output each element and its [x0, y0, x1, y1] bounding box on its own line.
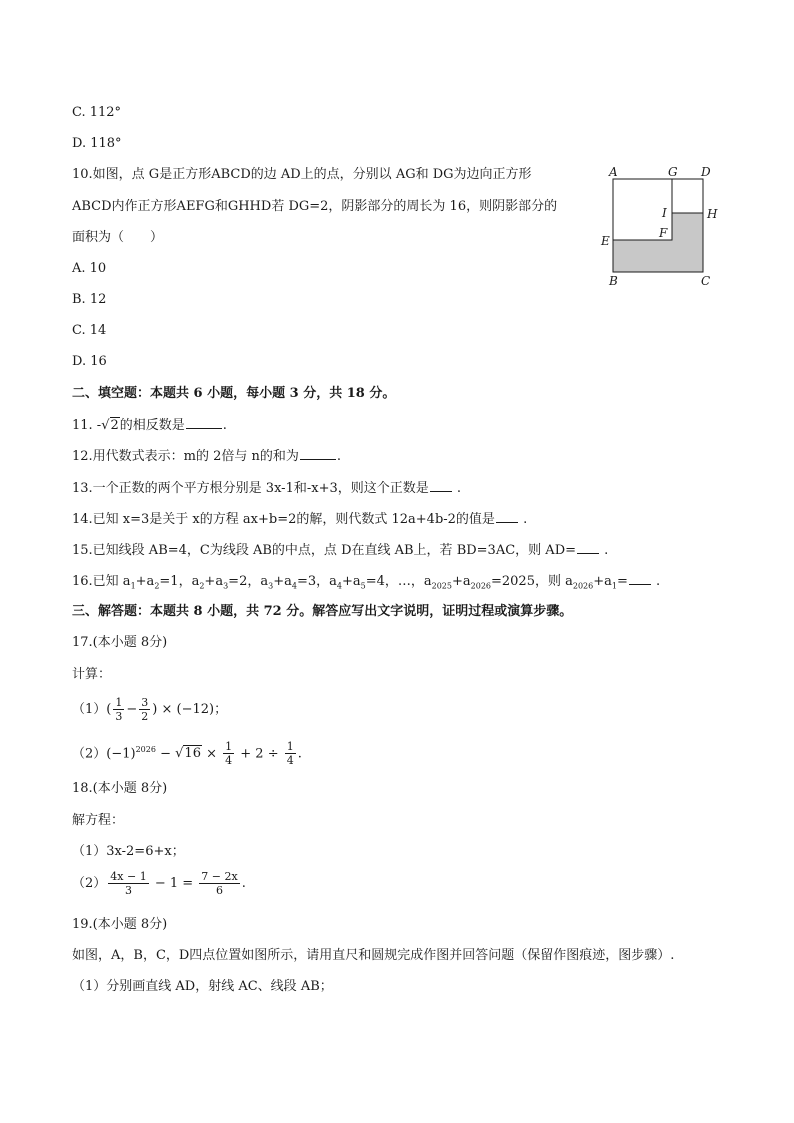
- label-a: A: [609, 165, 618, 179]
- q15-end: .: [604, 543, 609, 558]
- label-d: D: [701, 165, 711, 179]
- label-b: B: [609, 274, 618, 288]
- label-g: G: [668, 165, 678, 179]
- q17-prompt: 计算：: [72, 667, 112, 682]
- question-16: 16.已知 $a_1+a_2=1$，$a_2+a_3=2$，$a_3+a_4=3$，$a_4+a_5=4$，…，$a_{2025}+a_{2026}=2025$，则 $a_{2026}+a_1=$ .: [72, 574, 661, 591]
- question-12: [72, 447, 341, 466]
- q14-end: .: [523, 512, 528, 527]
- question-11: [72, 416, 227, 435]
- label-i: I: [662, 206, 667, 220]
- q10-option-c: C. 14: [72, 323, 107, 338]
- q11-text: 的相反数是: [119, 418, 185, 433]
- q10-option-d: D. 16: [72, 354, 107, 369]
- q17-part-2: $(2)(-1)^{2026} - √16$ × $\frac{1}{4}$ + 2 ÷ $\frac{1}{4}$ .: [72, 740, 302, 768]
- q17-header: 17.(本小题 8分): [72, 635, 168, 650]
- q11-radicand: 2: [110, 418, 119, 433]
- q18-prompt: 解方程：: [72, 813, 125, 828]
- q10-option-a: A. 10: [72, 261, 107, 276]
- answer-blank[interactable]: [300, 447, 336, 460]
- q11-prefix: 11. -: [72, 418, 102, 433]
- q13-text: 13.一个正数的两个平方根分别是 3x-1和-x+3，则这个正数是: [72, 481, 429, 496]
- answer-blank[interactable]: [186, 416, 222, 429]
- question-13: [72, 479, 461, 498]
- label-f: F: [659, 226, 668, 240]
- q10-line-3: 面积为（ ）: [72, 230, 164, 245]
- q10-option-b: B. 12: [72, 292, 107, 307]
- answer-blank[interactable]: [430, 479, 452, 492]
- option-c: C. 112°: [72, 105, 122, 120]
- section-3-title: 三、解答题：本题共 8 小题，共 72 分。解答应写出文字说明，证明过程或演算步骤。: [72, 604, 573, 619]
- q15-text: 15.已知线段 AB=4，C为线段 AB的中点，点 D在直线 AB上，若 BD=3AC，则 AD=: [72, 543, 577, 558]
- label-c: C: [701, 274, 711, 288]
- q19-line-1: 如图，A，B，C，D四点位置如图所示，请用直尺和圆规完成作图并回答问题（保留作图痕迹，图步骤）.: [72, 948, 675, 963]
- q11-end: .: [222, 418, 227, 433]
- q18-part-2: （2） $\frac{4x - 1}{3}$ − 1 = $\frac{7 - 2x}{6}$ .: [72, 870, 246, 897]
- question-14: [72, 510, 527, 529]
- q10-line-1: 10.如图，点 G是正方形ABCD的边 AD上的点，分别以 AG和 DG为边向正方形: [72, 167, 532, 182]
- answer-blank[interactable]: [577, 541, 599, 554]
- answer-blank[interactable]: [629, 572, 651, 585]
- square-figure: [598, 160, 730, 290]
- q14-text: 14.已知 x=3是关于 x的方程 ax+b=2的解，则代数式 12a+4b-2的值是: [72, 512, 495, 527]
- shaded-region: [613, 213, 703, 272]
- q12-text: 12.用代数式表示：m的 2倍与 n的和为: [72, 449, 299, 464]
- q12-end: .: [336, 449, 342, 464]
- q18-header: 18.(本小题 8分): [72, 781, 168, 796]
- answer-blank[interactable]: [496, 510, 518, 523]
- label-e: E: [601, 234, 610, 248]
- q19-header: 19.(本小题 8分): [72, 917, 168, 932]
- q17-part-1: （1）( $\frac{1}{3}$ − $\frac{3}{2}$ ) × (−12)；: [72, 696, 228, 723]
- section-2-title: 二、填空题：本题共 6 小题，每小题 3 分，共 18 分。: [72, 386, 396, 401]
- q10-line-2: ABCD内作正方形AEFG和GHHD若 DG=2，阴影部分的周长为 16，则阴影部分的: [72, 199, 558, 214]
- q18-part-1: （1）3x-2=6+x；: [72, 844, 185, 859]
- q19-line-2: （1）分别画直线 AD，射线 AC、线段 AB；: [72, 979, 333, 994]
- question-15: [72, 541, 608, 560]
- label-h: H: [707, 207, 718, 221]
- option-d: D. 118°: [72, 136, 122, 151]
- q11-radical: √2: [101, 418, 119, 433]
- q13-end: .: [456, 481, 462, 496]
